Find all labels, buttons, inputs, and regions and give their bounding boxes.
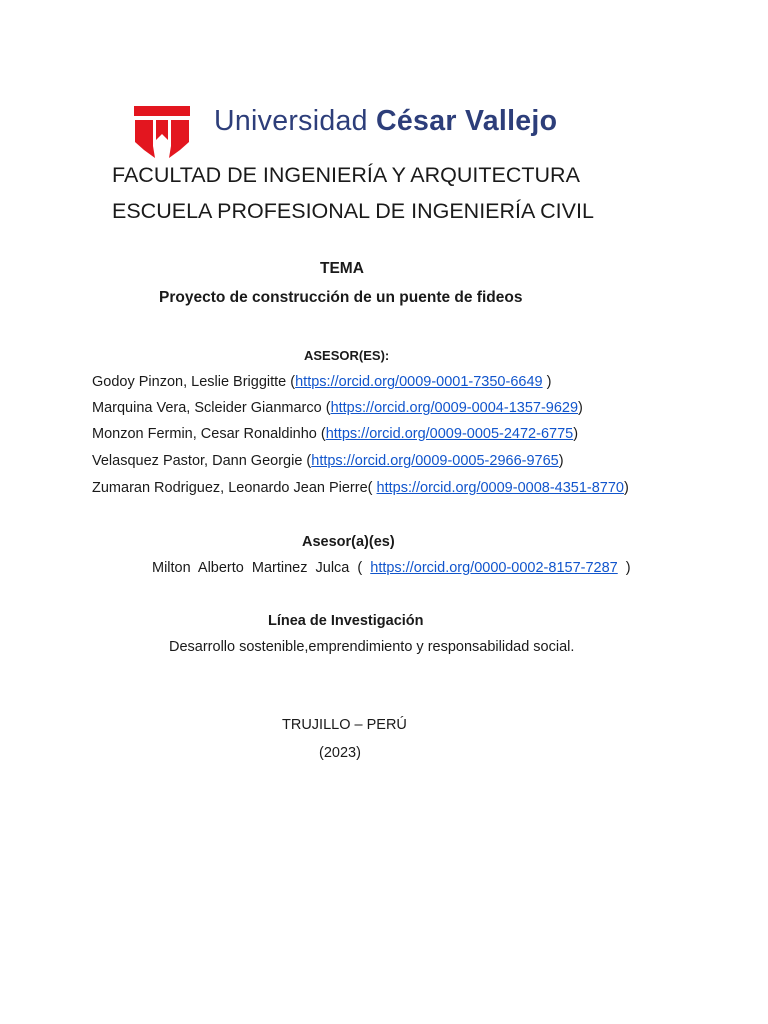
author-line — [92, 400, 583, 416]
topic-title: Proyecto de construcción de un puente de fideos — [159, 289, 523, 306]
faculty-title: FACULTAD DE INGENIERÍA Y ARQUITECTURA — [112, 163, 580, 187]
advisor-orcid-link[interactable]: https://orcid.org/0000-0002-8157-7287 — [370, 560, 618, 576]
orcid-link[interactable]: https://orcid.org/0009-0008-4351-8770 — [376, 480, 624, 496]
advisor-heading: Asesor(a)(es) — [302, 534, 395, 550]
author-name: Marquina Vera, Scleider Gianmarco ( — [92, 400, 331, 416]
university-name-regular: Universidad — [214, 105, 377, 137]
advisor-name: Milton Alberto Martinez Julca ( — [152, 560, 371, 576]
author-close: ) — [624, 480, 629, 496]
university-name — [214, 105, 557, 138]
orcid-link[interactable]: https://orcid.org/0009-0005-2472-6775 — [325, 426, 574, 442]
author-close: ) — [558, 453, 564, 469]
author-name: Velasquez Pastor, Dann Georgie ( — [92, 453, 312, 469]
author-name: Godoy Pinzon, Leslie Briggitte ( — [92, 374, 296, 390]
author-name: Monzon Fermin, Cesar Ronaldinho ( — [92, 426, 326, 442]
author-line — [92, 453, 564, 469]
city-country: TRUJILLO – PERÚ — [282, 717, 407, 733]
school-title: ESCUELA PROFESIONAL DE INGENIERÍA CIVIL — [112, 199, 594, 223]
author-close: ) — [542, 374, 552, 390]
research-line-text: Desarrollo sostenible,emprendimiento y responsabilidad social. — [169, 639, 575, 655]
ucv-shield-icon — [132, 102, 192, 160]
author-close: ) — [578, 400, 583, 416]
author-line — [92, 374, 551, 390]
author-line — [92, 426, 578, 442]
orcid-link[interactable]: https://orcid.org/0009-0005-2966-9765 — [311, 453, 559, 469]
author-close: ) — [573, 426, 579, 442]
university-name-bold: César Vallejo — [376, 105, 558, 137]
author-name: Zumaran Rodriguez, Leonardo Jean Pierre( — [92, 480, 377, 496]
author-line — [92, 480, 629, 496]
orcid-link[interactable]: https://orcid.org/0009-0004-1357-9629 — [330, 400, 579, 416]
authors-heading: ASESOR(ES): — [304, 348, 390, 363]
university-logo — [132, 102, 632, 162]
advisor-close: ) — [617, 560, 631, 576]
topic-label: TEMA — [320, 260, 364, 277]
orcid-link[interactable]: https://orcid.org/0009-0001-7350-6649 — [295, 374, 543, 390]
research-line-heading: Línea de Investigación — [268, 613, 424, 629]
year: (2023) — [319, 745, 361, 761]
advisor-line — [152, 560, 631, 576]
